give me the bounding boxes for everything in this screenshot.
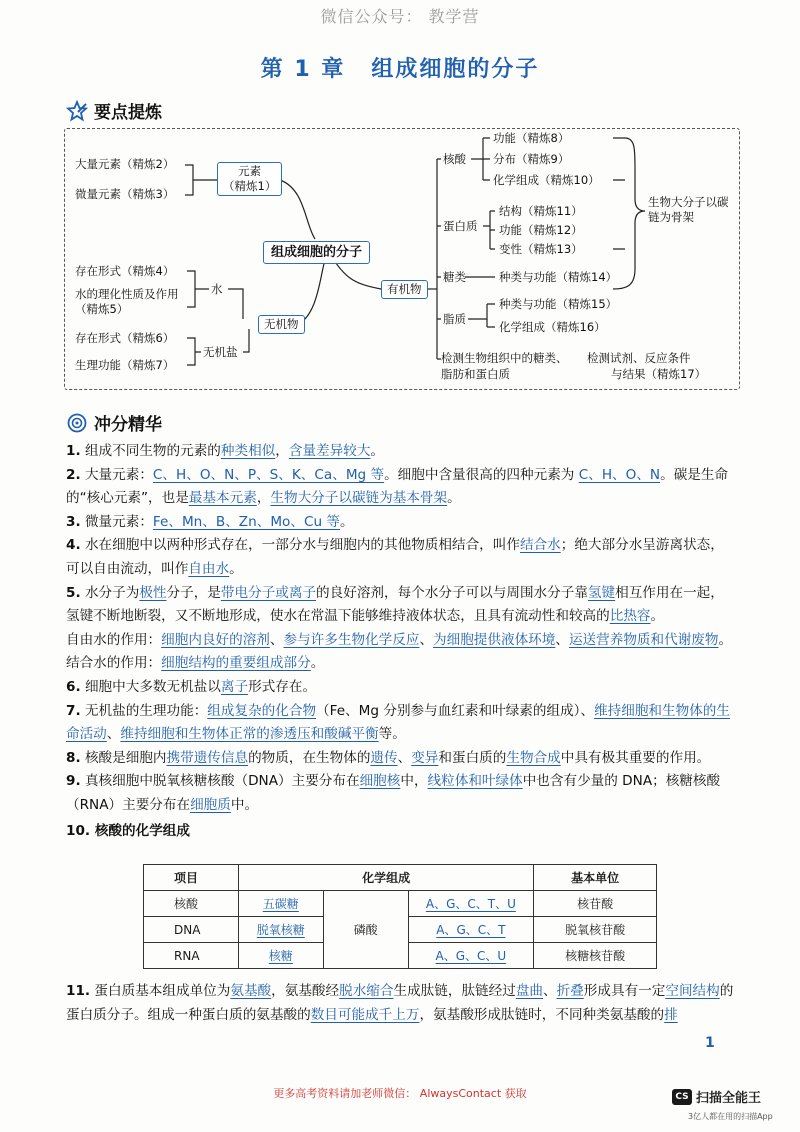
point-1: [66, 440, 736, 464]
point-11-sep: 、: [543, 983, 557, 999]
free-water-answer-4: 运送营养物质和代谢废物: [568, 631, 719, 648]
free-water-text: 自由水的作用：: [66, 631, 162, 648]
point-8-number: 8.: [66, 749, 81, 766]
point-2-answer-1: C、H、O、N、P、S、K、Ca、Mg 等: [152, 466, 385, 483]
node-elements: [217, 162, 282, 196]
point-3: [66, 511, 736, 535]
node-lipid: 脂质: [443, 312, 466, 326]
table-cell-sugar: 脱氧核糖: [256, 923, 305, 937]
node-water-property: 水的理化性质及作用（精炼5）: [75, 287, 179, 316]
point-3-number: 3.: [66, 513, 81, 530]
free-water-answer-1: 细胞内良好的溶剂: [161, 631, 270, 648]
point-9-text: 真核细胞中脱氧核糖核酸（DNA）主要分布在: [80, 773, 360, 790]
point-3-text-2: 。: [340, 513, 354, 530]
spiral-icon: [66, 412, 88, 434]
node-protein: 蛋白质: [443, 219, 478, 233]
point-6-number: 6.: [66, 678, 81, 695]
wechat-watermark: 微信公众号： 教学营: [320, 7, 480, 26]
point-7: [66, 700, 736, 747]
node-macromolecule: 生物大分子以碳链为骨架: [648, 195, 729, 224]
node-salt-form: 存在形式（精炼6）: [75, 331, 175, 345]
point-9: [66, 770, 736, 817]
point-2-text-3: 。碳是生命的“核心元素”，也是: [66, 466, 729, 507]
point-8: [66, 747, 736, 771]
section-key-points: [66, 98, 162, 123]
point-10-number: 10.: [66, 822, 91, 839]
node-detect-a: 检测生物组织中的糖类、: [441, 351, 568, 365]
point-5-free-water: [66, 629, 736, 653]
point-3-text: 微量元素：: [80, 513, 153, 530]
bound-water-answer: 细胞结构的重要组成部分: [161, 655, 311, 672]
point-1-text: 组成不同生物的元素的: [80, 443, 221, 459]
node-nucleic-item-2: 分布（精炼9）: [493, 152, 570, 166]
chapter-name: 组成细胞的分子: [371, 57, 540, 82]
table-cell-name: 核酸: [144, 891, 239, 917]
point-10: [66, 820, 736, 844]
point-8-text-4: 中具有极其重要的作用。: [560, 749, 711, 766]
mind-map: [64, 128, 740, 390]
node-salt: 无机盐: [203, 345, 238, 359]
node-sugar: 糖类: [443, 270, 466, 284]
point-8-text-2: 的物质，在生物体的: [248, 749, 371, 766]
key-points-list: [66, 440, 736, 843]
table-cell-unit: 核糖核苷酸: [534, 943, 657, 969]
point-1-answer-2: 含量差异较大: [288, 443, 371, 459]
node-detect-c: 检测试剂、反应条件: [587, 351, 691, 365]
chapter-title: [0, 52, 800, 83]
table-cell-base: A、G、C、U: [435, 949, 507, 963]
point-8-answer-1: 携带遗传信息: [166, 749, 249, 766]
table-cell-unit: 脱氧核苷酸: [534, 917, 657, 943]
point-2-text-5: 。: [447, 490, 461, 507]
point-4-answer-2: 自由水: [188, 560, 230, 577]
point-2-answer-3: 最基本元素: [188, 490, 257, 507]
point-9-text-4: 中。: [230, 796, 259, 813]
scanner-watermark: [672, 1087, 761, 1106]
point-7-text-4: 等。: [378, 726, 406, 743]
node-center: 组成细胞的分子: [263, 241, 370, 264]
point-6-text-2: 形式存在。: [248, 678, 317, 695]
table-row: [144, 891, 657, 917]
point-8-sep: 、: [397, 749, 412, 766]
point-11-text: 蛋白质基本组成单位为: [90, 983, 231, 999]
point-5-text-5: 。: [650, 608, 665, 625]
point-11-number: 11.: [66, 983, 91, 999]
footer-note: 更多高考资料请加老师微信： AlwaysContact 获取: [273, 1087, 527, 1100]
table-cell-unit: 核苷酸: [534, 891, 657, 917]
free-water-answer-3: 为细胞提供液体环境: [433, 631, 556, 648]
point-1-text-2: ，: [275, 443, 289, 459]
point-5-text-2: 分子，是: [166, 584, 221, 601]
table-cell-sugar: 核糖: [268, 949, 293, 963]
free-water-sep-1: 、: [269, 631, 284, 648]
free-water-sep-2: 、: [419, 631, 434, 648]
node-protein-item-2: 功能（精炼12）: [499, 223, 583, 237]
point-11-text-6: ，氨基酸形成肽链时，不同种类氨基酸的: [419, 1006, 665, 1023]
section-essence: [66, 410, 162, 435]
point-11-answer-5: 空间结构: [665, 983, 720, 999]
free-water-answer-2: 参与许多生物化学反应: [283, 631, 420, 648]
point-5-answer-2: 带电分子或离子: [220, 584, 317, 601]
point-9-answer-2: 线粒体和叶绿体: [427, 773, 523, 790]
node-protein-item-3: 变性（精炼13）: [499, 242, 583, 256]
point-11-text-4: 形成具有一定: [583, 983, 666, 999]
point-4-number: 4.: [66, 537, 81, 554]
point-1-answer-1: 种类相似: [220, 443, 276, 459]
table-cell-name: RNA: [144, 943, 239, 969]
point-2-number: 2.: [66, 466, 81, 483]
point-9-text-2: 中，: [400, 773, 428, 790]
point-8-answer-3: 变异: [411, 749, 439, 766]
point-11-text-5: 的蛋白质分子。组成一种蛋白质的氨基酸的: [66, 983, 734, 1023]
point-5: [66, 582, 736, 629]
point-7-answer-1: 组成复杂的化合物: [207, 702, 317, 719]
point-9-number: 9.: [66, 773, 81, 790]
point-4-text-3: 。: [229, 560, 243, 577]
point-7-answer-3: 维持细胞和生物体正常的渗透压和酸碱平衡: [120, 726, 379, 743]
node-protein-item-1: 结构（精炼11）: [499, 204, 583, 218]
nucleic-acid-table: [143, 864, 657, 969]
point-2-answer-2: C、H、O、N: [578, 466, 661, 483]
node-detect-d: 与结果（精炼17）: [611, 367, 707, 381]
point-9-answer-1: 细胞核: [359, 773, 401, 790]
node-nucleic-item-3: 化学组成（精炼10）: [493, 173, 600, 187]
point-9-answer-3: 细胞质: [190, 796, 231, 813]
point-7-answer-2: 维持细胞和生物体的生命活动: [66, 702, 730, 743]
point-5-number: 5.: [66, 584, 81, 601]
point-11-answer-2: 脱水缩合: [339, 983, 394, 999]
point-5-text-4: 相互作用在一起，氢键不断地断裂，又不断地形成，使水在常温下能够维持液体状态，且具有流动性和较高的: [66, 584, 724, 625]
table-cell-sugar: 五碳糖: [262, 897, 299, 911]
point-5-bound-water: [66, 652, 736, 676]
point-2-text-4: ，: [256, 490, 271, 507]
point-2-text-2: 。细胞中含量很高的四种元素为: [384, 466, 579, 483]
node-lipid-item-2: 化学组成（精炼16）: [499, 320, 606, 334]
point-6: [66, 676, 736, 700]
node-sugar-item: 种类与功能（精炼14）: [499, 270, 618, 284]
node-organic: 有机物: [381, 280, 428, 299]
node-water: 水: [211, 282, 223, 296]
point-4-text-2: ；绝大部分水呈游离状态，可以自由流动，叫作: [66, 537, 724, 577]
point-7-text: 无机盐的生理功能：: [80, 702, 208, 719]
point-6-answer: 离子: [220, 678, 249, 695]
node-macro-elements: 大量元素（精炼2）: [75, 157, 175, 171]
point-2-answer-4: 生物大分子以碳链为基本骨架: [270, 490, 448, 507]
point-5-text: 水分子为: [80, 584, 140, 601]
star-pen-icon: [66, 100, 88, 122]
point-8-text-3: 和蛋白质的: [438, 749, 507, 766]
point-1-text-3: 。: [370, 443, 385, 459]
point-7-text-2: （Fe、Mg 分别参与血红素和叶绿素的组成）、: [316, 702, 595, 719]
point-5-answer-4: 比热容: [609, 608, 651, 625]
bound-water-end: 。: [310, 655, 325, 672]
bound-water-text: 结合水的作用：: [66, 655, 162, 672]
node-detect-b: 脂肪和蛋白质: [441, 367, 510, 381]
node-water-form: 存在形式（精炼4）: [75, 264, 175, 278]
point-2: [66, 464, 736, 511]
table-header-unit: 基本单位: [534, 865, 657, 891]
free-water-sep-3: 、: [555, 631, 569, 648]
point-8-answer-2: 遗传: [370, 749, 398, 766]
table-header-composition: 化学组成: [238, 865, 533, 891]
point-11-text-3: 生成肽链，肽链经过: [393, 983, 516, 999]
point-11-answer-4: 折叠: [556, 983, 584, 999]
point-5-answer-1: 极性: [139, 584, 167, 601]
point-11-answer-3: 盘曲: [515, 983, 544, 999]
point-11: [66, 980, 736, 1027]
node-lipid-item-1: 种类与功能（精炼15）: [499, 297, 618, 311]
point-9-text-3: 中也含有少量的 DNA；核糖核酸（RNA）主要分布在: [66, 773, 721, 813]
node-inorganic: 无机物: [258, 315, 305, 334]
point-5-answer-3: 氢键: [587, 584, 616, 601]
point-6-text: 细胞中大多数无机盐以: [80, 678, 221, 695]
chapter-number: 第 1 章: [260, 57, 346, 82]
point-11-text-2: ，氨基酸经: [271, 983, 340, 999]
point-1-number: 1.: [66, 443, 81, 459]
point-8-answer-4: 生物合成: [506, 749, 561, 766]
point-11-answer-7: 排: [664, 1006, 678, 1023]
point-3-answer: Fe、Mn、B、Zn、Mo、Cu 等: [152, 513, 340, 530]
node-nucleic-acid: 核酸: [443, 152, 466, 166]
table-cell-base: A、G、C、T: [436, 923, 506, 937]
point-10-text: 核酸的化学组成: [90, 822, 190, 839]
node-salt-function: 生理功能（精炼7）: [75, 358, 175, 372]
table-cell-name: DNA: [144, 917, 239, 943]
table-header-item: 项目: [144, 865, 239, 891]
section-key-points-title: 要点提炼: [94, 103, 162, 123]
point-2-text: 大量元素：: [80, 466, 153, 483]
table-cell-base: A、G、C、T、U: [425, 897, 516, 911]
free-water-end: 。: [718, 631, 733, 648]
section-essence-title: 冲分精华: [94, 415, 162, 435]
point-4: [66, 534, 736, 581]
page-number: 1: [705, 1035, 715, 1051]
table-cell-phosphate: 磷酸: [323, 891, 408, 969]
point-4-answer-1: 结合水: [519, 537, 561, 554]
point-4-text: 水在细胞中以两种形式存在，一部分水与细胞内的其他物质相结合，叫作: [80, 537, 520, 554]
scanner-logo-icon: CS: [672, 1089, 692, 1105]
node-elements-label: 元素: [238, 164, 262, 178]
table-header-row: [144, 865, 657, 891]
point-7-text-3: 、: [106, 726, 121, 743]
point-11-answer-6: 数目可能成千上万: [310, 1006, 420, 1023]
scanner-subtitle: 3亿人都在用的扫描App: [688, 1112, 773, 1121]
node-micro-elements: 微量元素（精炼3）: [75, 187, 175, 201]
point-11-answer-1: 氨基酸: [230, 983, 272, 999]
point-8-text: 核酸是细胞内: [80, 749, 167, 766]
node-nucleic-item-1: 功能（精炼8）: [493, 131, 570, 145]
point-5-text-3: 的良好溶剂，每个水分子可以与周围水分子靠: [316, 584, 588, 601]
node-elements-ref: （精炼1）: [223, 179, 277, 193]
scanner-name: 扫描全能王: [696, 1091, 762, 1106]
point-7-number: 7.: [66, 702, 81, 719]
